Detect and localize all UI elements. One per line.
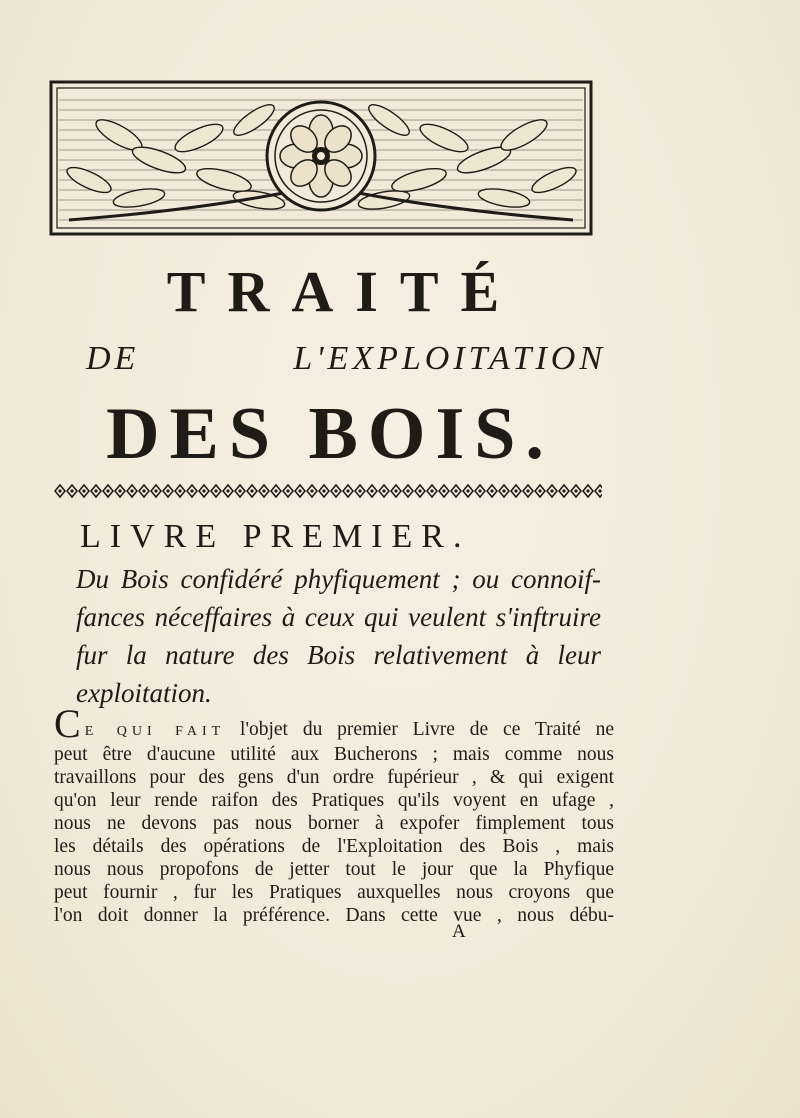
typographic-ornament-rule: [54, 483, 602, 499]
subtitle-line: fances néceffaires à ceux qui veulent s'inftruire: [76, 602, 601, 632]
book-heading: LIVRE PREMIER.: [80, 518, 471, 555]
body-line: l'on doit donner la préférence. Dans cette vue , nous débu-: [54, 905, 614, 926]
body-first-line: [54, 701, 614, 746]
body-line-1-text: l'objet du premier Livre de ce Traité ne: [225, 719, 614, 740]
drop-cap: C: [54, 701, 81, 746]
title-line-1: TRAITÉ: [166, 259, 522, 324]
subtitle-line: fur la nature des Bois relativement à leur: [76, 640, 601, 670]
title-line-2: DE L'EXPLOITATION: [86, 340, 606, 377]
subtitle-line: Du Bois confidéré phyfiquement ; ou connoif-: [76, 564, 601, 594]
title-line-3: DES BOIS.: [106, 393, 554, 475]
body-line: les détails des opérations de l'Exploitation des Bois , mais: [54, 836, 614, 857]
body-paragraph: [54, 701, 614, 927]
signature-mark: A: [452, 921, 466, 942]
body-line: nous ne devons pas nous borner à expofer fimplement tous: [54, 813, 614, 834]
body-line: travaillons pour des gens d'un ordre fupérieur , & qui exigent: [54, 767, 614, 788]
body-line: nous nous propofons de jetter tout le jour que la Phyfique: [54, 859, 614, 880]
lead-small-caps: E QUI FAIT: [84, 724, 226, 739]
engraved-headpiece-ornament: [49, 80, 593, 236]
chapter-subtitle: [76, 560, 601, 712]
subtitle-line: exploitation.: [76, 678, 212, 708]
body-line: peut fournir , fur les Pratiques auxquelles nous croyons que: [54, 882, 614, 903]
body-line: peut être d'aucune utilité aux Bucherons ; mais comme nous: [54, 744, 614, 765]
body-line: qu'on leur rende raifon des Pratiques qu'ils voyent en ufage ,: [54, 790, 614, 811]
